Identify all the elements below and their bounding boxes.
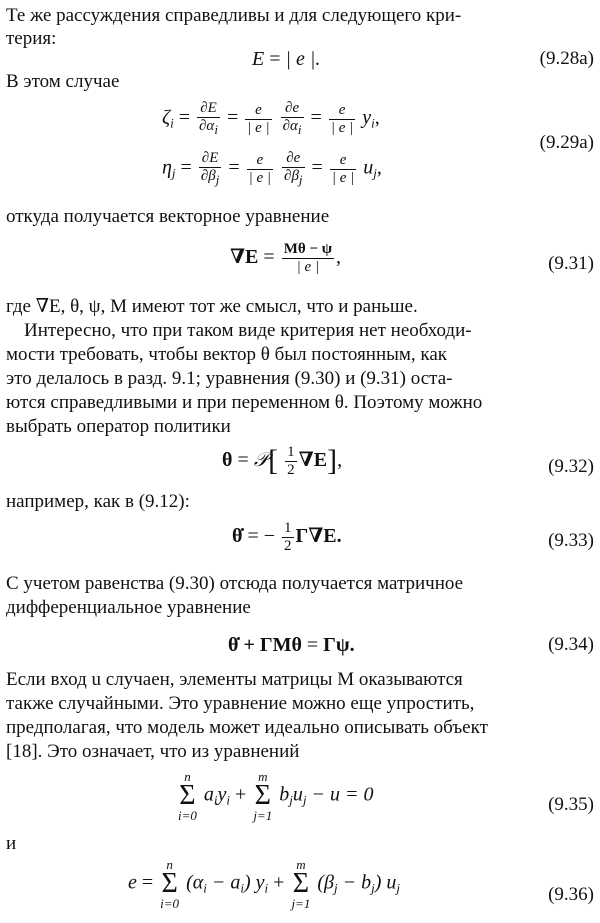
paragraph-line: также случайными. Это уравнение можно еще упростить, (6, 693, 475, 714)
equation-number: (9.35) (548, 794, 594, 815)
paragraph-line: Те же рассуждения справедливы и для следующего кри- (6, 5, 462, 26)
equation-9-33: θ̇ = − $\frac{1}{2}$ Γ∇E. (9.33) (232, 520, 594, 554)
equation-9-28a: E = | e |. (9.28a) (252, 48, 594, 70)
equation-number: (9.31) (548, 253, 594, 274)
paragraph-line: и (6, 833, 17, 854)
paragraph-line: например, как в (9.12): (6, 491, 190, 512)
equation-9-36: e = n Σ i=0 $(\alpha_i - a_i) y_i$ + m Σ j=1 $(\beta_j - b_j)$ $u_j$ (9.36) (128, 857, 594, 911)
paragraph-line: терия: (6, 28, 57, 49)
equation-number: (9.28a) (539, 48, 594, 69)
paragraph-line: предполагая, что модель может идеально описывать объект (6, 717, 488, 738)
equation-number: (9.33) (548, 530, 594, 551)
paragraph-line: С учетом равенства (9.30) отсюда получается матричное (6, 573, 464, 594)
paragraph-line: Интересно, что при таком виде критерия нет необходи- (24, 320, 472, 341)
equation-number: (9.32) (548, 456, 594, 477)
paragraph-line: ются справедливыми и при переменном θ. Поэтому можно (6, 392, 483, 413)
equation-9-31: ∇E = $\frac{M\theta - \psi}{| e |}$ , (9.31) (230, 241, 594, 275)
equation-9-35: n Σ i=0 $a_iy_i$ + m Σ j=1 $b_ju_j - u = 0$ (9.35) (178, 769, 594, 823)
paragraph-line: дифференциальное уравнение (6, 597, 251, 618)
paragraph-line: где ∇E, θ, ψ, M имеют тот же смысл, что и раньше. (6, 296, 418, 317)
equation-9-32: θ = 𝒫[ $\frac{1}{2}$ ∇E], (9.32) (222, 444, 594, 478)
equation-row: $\zeta_i$ = $\frac{\partial E}{\partial\alpha i}$ = $\frac{e}{| e |}$ $\frac{\partial e}{\partial\alpha i}$ = $\frac{e}{| e |}$ $y_i$, (162, 100, 380, 137)
paragraph-line: Если вход u случаен, элементы матрицы M оказываются (6, 669, 463, 690)
equation-number: (9.34) (548, 634, 594, 655)
paragraph-line: [18]. Это означает, что из уравнений (6, 741, 300, 762)
equation-number: (9.29a) (539, 132, 594, 153)
paragraph-line: это делалось в разд. 9.1; уравнения (9.30) и (9.31) оста- (6, 368, 453, 389)
paragraph-line: откуда получается векторное уравнение (6, 206, 330, 227)
equation-row: $\eta_j$ = $\frac{\partial E}{\partial\beta j}$ = $\frac{e}{| e |}$ $\frac{\partial e}{\partial\beta j}$ = $\frac{e}{| e |}$ $u_j$, (162, 150, 382, 187)
paragraph-line: выбрать оператор политики (6, 416, 231, 437)
equation-9-29a (0, 98, 600, 196)
equation-number: (9.36) (548, 884, 594, 905)
paragraph-line: мости требовать, чтобы вектор θ был постоянным, как (6, 344, 448, 365)
paragraph-line: В этом случае (6, 71, 120, 92)
equation-9-34: θ̇ + ΓMθ = Γψ. (9.34) (228, 634, 594, 656)
